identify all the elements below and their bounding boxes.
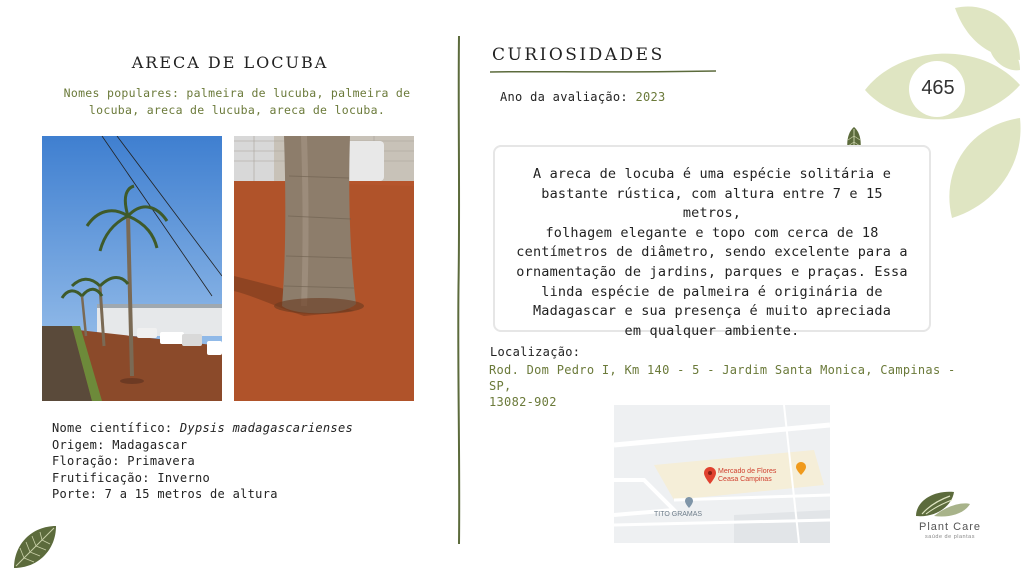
location-address-line1: Rod. Dom Pedro I, Km 140 - 5 - Jardim Santa Monica, Campinas - SP,	[489, 363, 956, 393]
brand-name: Plant Care	[919, 521, 981, 533]
origin: Origem: Madagascar	[52, 437, 188, 452]
popular-names-line2: locuba, areca de lucuba, areca de locuba.	[88, 103, 386, 117]
scientific-name	[52, 420, 353, 437]
size: Porte: 7 a 15 metros de altura	[52, 487, 278, 501]
plant-care-logo-icon	[900, 488, 1000, 523]
map-pin-icon	[704, 467, 716, 484]
description-line: em qualquer ambiente.	[624, 322, 800, 339]
fruiting: Frutificação: Inverno	[52, 470, 211, 485]
description-line: ornamentação de jardins, parques e praças. Essa	[516, 263, 908, 280]
evaluation-year	[500, 90, 666, 104]
popular-names-line1: Nomes populares: palmeira de lucuba, palmeira de	[63, 86, 411, 100]
flowering: Floração: Primavera	[52, 454, 195, 468]
description-line: A areca de locuba é uma espécie solitária e	[532, 166, 892, 182]
description-box	[493, 145, 931, 339]
page-number-badge: 465	[921, 77, 955, 99]
vertical-divider	[454, 36, 464, 544]
evaluation-year-value: 2023	[635, 90, 666, 104]
photo-palm-trunk-closeup	[234, 136, 414, 401]
location-address-line2: 13082-902	[489, 395, 557, 409]
description-line: bastante rústica, com altura entre 7 e 15 metros,	[541, 185, 883, 222]
map-place-line1: Mercado de Flores	[718, 468, 777, 475]
description-line: linda espécie de palmeira é originária de	[541, 283, 883, 300]
section-title: CURIOSIDADES	[492, 45, 665, 65]
map-place-label	[718, 468, 776, 484]
photo-palm-trees-roadside	[42, 136, 222, 401]
description-line: Madagascar e sua presença é muito apreciada	[532, 303, 892, 320]
scientific-name-value: Dypsis madagascarienses	[179, 421, 353, 435]
map-food-icon	[796, 462, 806, 475]
description-line: folhagem elegante e topo com cerca de 18	[545, 224, 879, 241]
location-address	[489, 362, 959, 410]
popular-names	[52, 85, 422, 119]
plant-title: ARECA DE LOCUBA	[131, 53, 329, 72]
location-map[interactable]	[614, 405, 830, 543]
decorative-leaf-bottom-left	[10, 522, 60, 572]
plant-facts	[52, 420, 353, 503]
section-title-underline	[490, 68, 716, 76]
brand-tagline: saúde de plantas	[925, 534, 975, 540]
evaluation-year-label: Ano da avaliação:	[500, 90, 636, 104]
map-secondary-label: TITO GRAMAS	[654, 511, 703, 518]
description-text	[509, 165, 915, 341]
map-secondary-pin-icon	[685, 497, 693, 508]
location-label: Localização:	[490, 345, 581, 359]
map-place-line2: Ceasa Campinas	[718, 476, 772, 483]
description-line: centímetros de diâmetro, sendo excelente para a	[516, 244, 908, 261]
scientific-name-label: Nome científico:	[52, 421, 180, 435]
